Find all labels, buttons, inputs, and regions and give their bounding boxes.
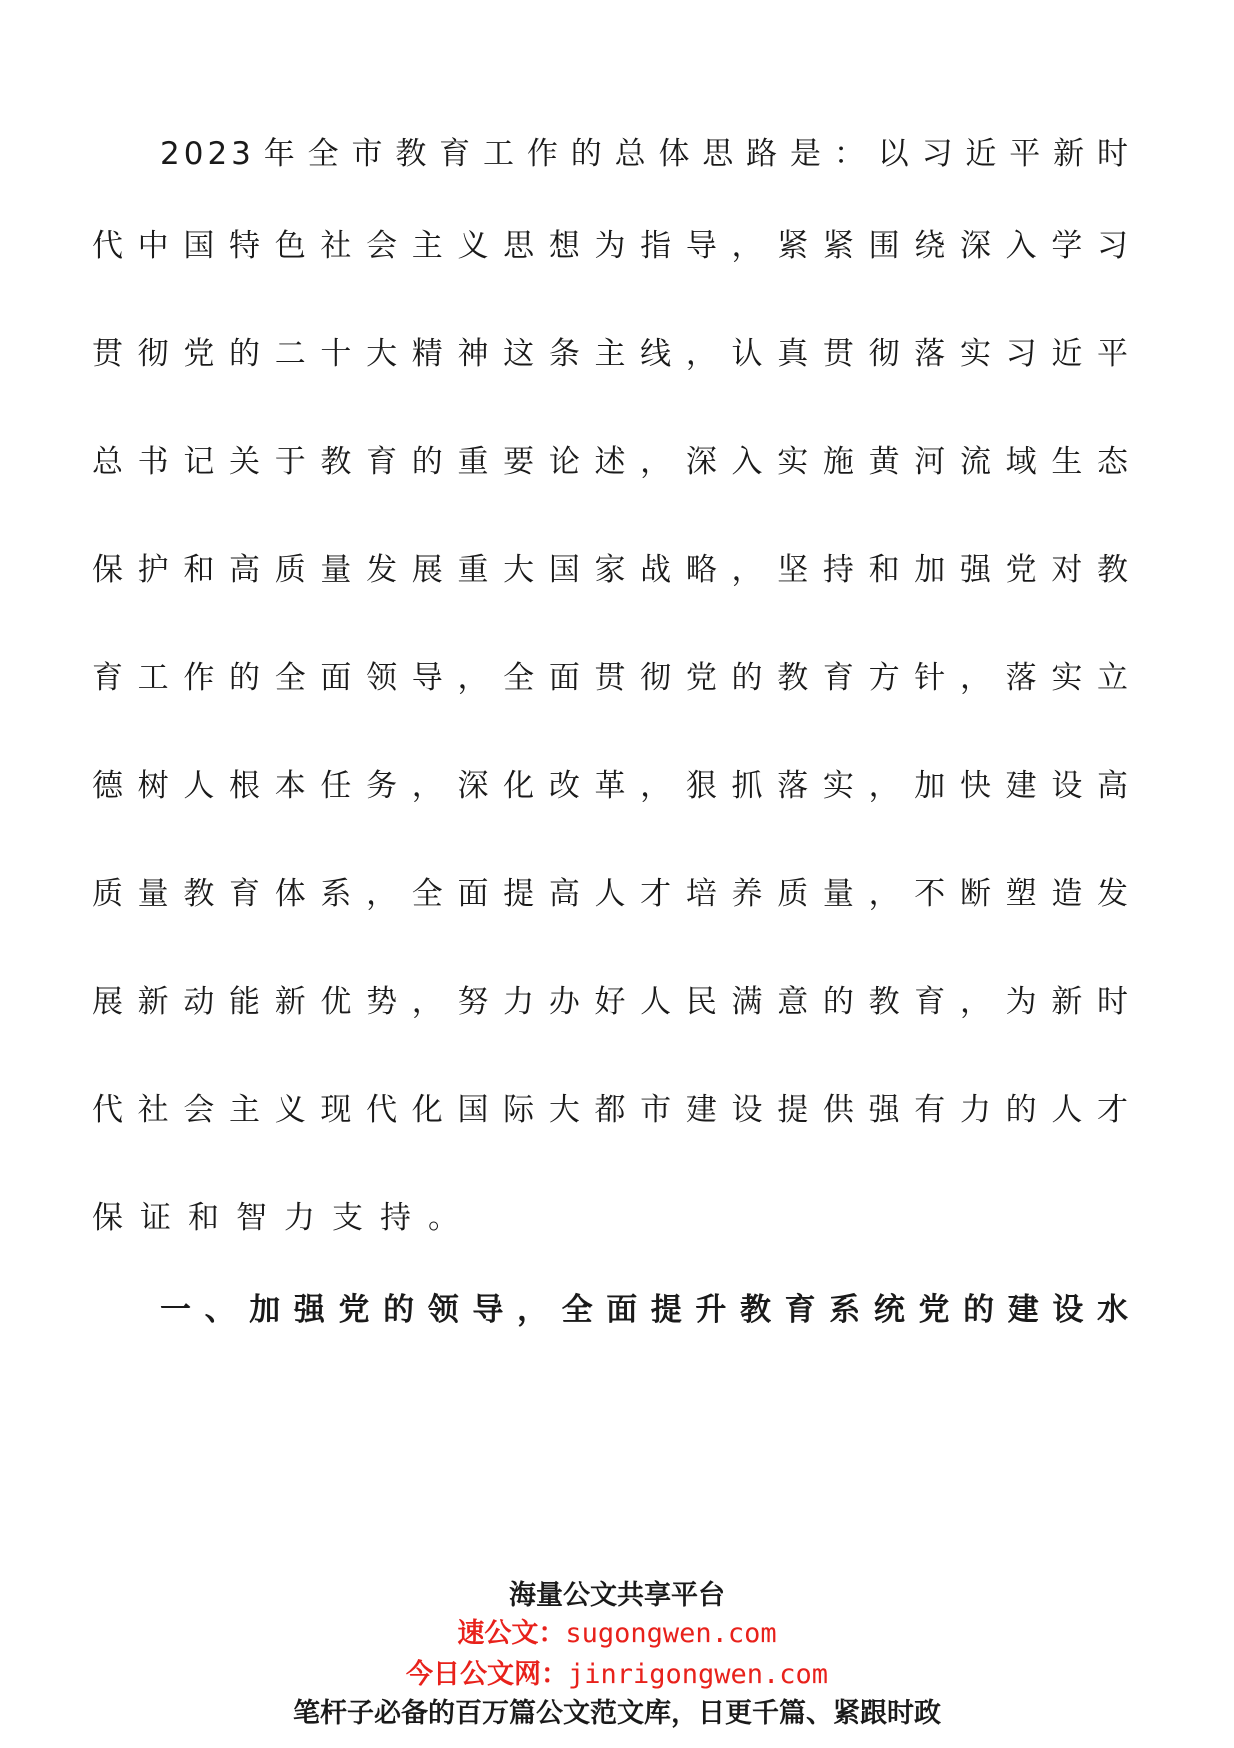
body-line-7: 德树人根本任务，深化改革，狠抓落实，加快建设高 [92, 768, 1132, 804]
body-line-5: 保护和高质量发展重大国家战略，坚持和加强党对教 [92, 552, 1132, 588]
footer-site-2-label: 今日公文网： [405, 1659, 568, 1690]
section-heading: 一、加强党的领导，全面提升教育系统党的建设水 [160, 1292, 1132, 1328]
body-line-3: 贯彻党的二十大精神这条主线，认真贯彻落实习近平 [92, 336, 1132, 372]
body-line-1: 2023年全市教育工作的总体思路是：以习近平新时 [160, 136, 1132, 172]
body-line-9: 展新动能新优势，努力办好人民满意的教育，为新时 [92, 984, 1132, 1020]
footer-site-1-label: 速公文： [457, 1618, 566, 1649]
footer-site-1[interactable] [0, 1616, 1234, 1652]
footer-site-1-url[interactable]: sugongwen.com [565, 1618, 777, 1649]
body-line-4: 总书记关于教育的重要论述，深入实施黄河流域生态 [92, 444, 1132, 480]
footer-site-2-url[interactable]: jinrigongwen.com [567, 1659, 829, 1690]
body-line-10: 代社会主义现代化国际大都市建设提供强有力的人才 [92, 1092, 1132, 1128]
body-line-6: 育工作的全面领导，全面贯彻党的教育方针，落实立 [92, 660, 1132, 696]
body-line-2: 代中国特色社会主义思想为指导，紧紧围绕深入学习 [92, 228, 1132, 264]
body-line-11: 保证和智力支持。 [92, 1200, 476, 1236]
footer-platform: 海量公文共享平台 [509, 1580, 725, 1611]
footer-site-2[interactable] [0, 1657, 1234, 1693]
body-line-8: 质量教育体系，全面提高人才培养质量，不断塑造发 [92, 876, 1132, 912]
footer-slogan: 笔杆子必备的百万篇公文范文库，日更千篇、紧跟时政 [293, 1698, 941, 1729]
